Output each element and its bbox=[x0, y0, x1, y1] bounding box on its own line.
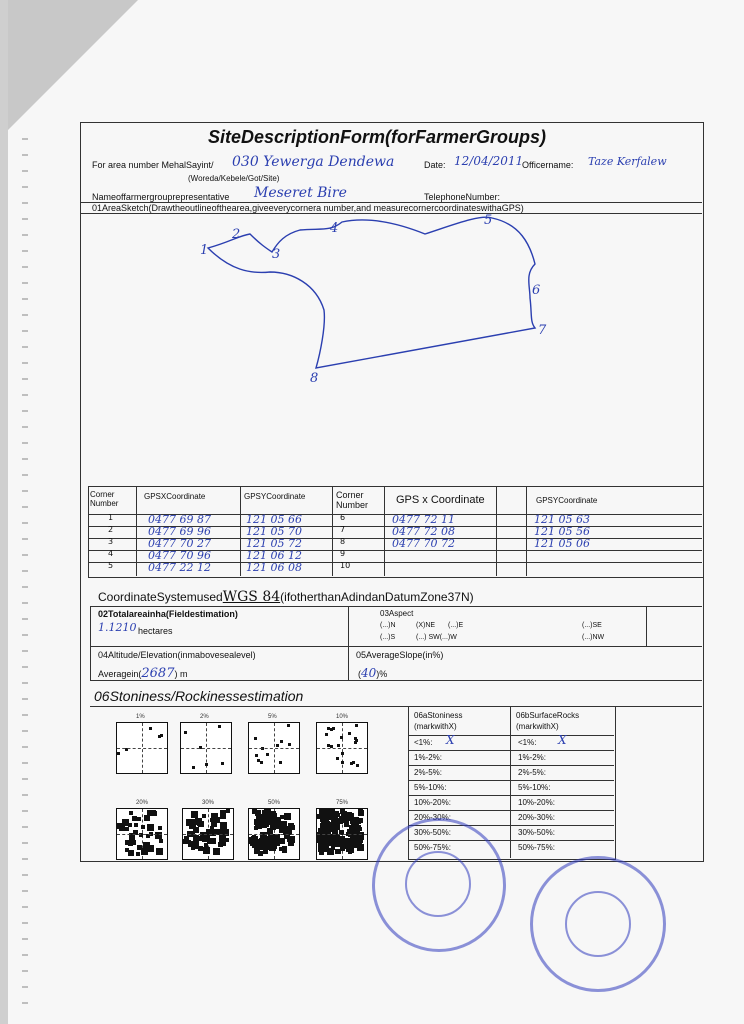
stone-mark bbox=[184, 731, 187, 734]
aspect-label: 03Aspect bbox=[380, 609, 414, 618]
stoniness-reference-grid bbox=[248, 722, 300, 774]
stone-mark bbox=[358, 809, 363, 814]
gps-col-divider bbox=[496, 486, 497, 576]
stone-mark bbox=[358, 832, 364, 838]
area-number-label: For area number MehalSayint/ bbox=[92, 160, 214, 170]
gps-cell-n: 5 bbox=[108, 561, 114, 570]
slope-prefix: ( bbox=[358, 669, 361, 679]
stone-mark bbox=[254, 737, 257, 740]
stone-mark bbox=[216, 829, 222, 835]
stone-mark bbox=[146, 834, 150, 838]
surface-rocks-class: 2%-5%: bbox=[518, 768, 547, 777]
stone-mark bbox=[327, 727, 330, 730]
surface-rocks-class: 10%-20%: bbox=[518, 798, 555, 807]
area-label: 02Totalareainha(Fieldestimation) bbox=[98, 609, 238, 619]
stone-mark bbox=[261, 836, 268, 843]
gps-cell-n2: 7 bbox=[340, 525, 346, 534]
stoniness-reference-grid bbox=[116, 808, 168, 860]
aspect-sw-w: (...) SW(...)W bbox=[416, 634, 457, 641]
stoniness-title: 06Stoniness/Rockinessestimation bbox=[94, 688, 304, 704]
form-sheet bbox=[8, 0, 744, 1024]
aspect-se: (...)SE bbox=[582, 622, 602, 629]
stone-mark bbox=[333, 811, 339, 817]
stone-mark bbox=[134, 823, 138, 827]
stone-mark bbox=[266, 753, 269, 756]
gps-header-x-2: GPS x Coordinate bbox=[396, 494, 485, 506]
stone-mark bbox=[355, 724, 358, 727]
stone-mark bbox=[254, 844, 260, 850]
area-sublabel: (Woreda/Kebele/Got/Site) bbox=[188, 174, 280, 183]
surface-rocks-class: 30%-50%: bbox=[518, 828, 555, 837]
stone-mark bbox=[218, 725, 221, 728]
stone-mark bbox=[328, 823, 333, 828]
stone-mark bbox=[357, 839, 362, 844]
stone-mark bbox=[284, 813, 291, 820]
stone-mark bbox=[282, 848, 287, 853]
stone-mark bbox=[192, 766, 195, 769]
gps-cell-x: 0477 69 87 bbox=[148, 513, 211, 526]
stone-mark bbox=[202, 814, 206, 818]
surface-rocks-mark-x: X bbox=[558, 733, 567, 747]
stone-mark bbox=[341, 761, 344, 764]
stone-mark bbox=[358, 827, 362, 831]
stone-mark bbox=[136, 852, 140, 856]
sketch-corner-4: 4 bbox=[330, 221, 339, 236]
divider bbox=[646, 606, 647, 646]
stone-mark bbox=[285, 827, 292, 834]
stone-mark bbox=[254, 826, 258, 830]
stone-mark bbox=[336, 757, 339, 760]
sketch-outline bbox=[208, 217, 535, 368]
stone-mark bbox=[198, 821, 204, 827]
stoniness-row-divider bbox=[408, 735, 614, 736]
gps-col-divider bbox=[240, 486, 241, 576]
altitude-label: 04Altitude/Elevation(inmabovesealevel) bbox=[98, 650, 256, 660]
gps-header-y-2: GPSYCoordinate bbox=[536, 496, 598, 505]
stoniness-grid-label: 10% bbox=[336, 714, 349, 720]
stoniness-col-b: 06bSurfaceRocks bbox=[516, 711, 580, 720]
stone-mark bbox=[191, 811, 198, 818]
altitude-line bbox=[98, 666, 187, 681]
stone-mark bbox=[205, 763, 208, 766]
divider bbox=[90, 606, 91, 680]
stoniness-mark-b: (markwithX) bbox=[516, 722, 559, 731]
stone-mark bbox=[288, 836, 295, 843]
sketch-label: 01AreaSketch(Drawtheoutlineofthearea,giveeverycornera number,and measurecornercoordinateswithaGPS) bbox=[92, 203, 524, 213]
stone-mark bbox=[184, 836, 189, 841]
stone-mark bbox=[280, 740, 283, 743]
gps-col-divider bbox=[136, 486, 137, 576]
stoniness-col-a: 06aStoniness bbox=[414, 711, 463, 720]
surface-rocks-class: 50%-75%: bbox=[518, 843, 555, 852]
stoniness-class: 10%-20%: bbox=[414, 798, 451, 807]
stoniness-reference-grid bbox=[316, 808, 368, 860]
stone-mark bbox=[117, 752, 120, 755]
stone-mark bbox=[267, 828, 273, 834]
stone-mark bbox=[323, 839, 330, 846]
stoniness-class: 5%-10%: bbox=[414, 783, 447, 792]
officer-value: Taze Kerfalew bbox=[588, 155, 667, 168]
perforation-edge bbox=[22, 130, 28, 1010]
stoniness-class: 1%-2%: bbox=[414, 753, 443, 762]
stone-mark bbox=[158, 735, 161, 738]
altitude-suffix: ) m bbox=[174, 669, 188, 679]
gps-cell-x2: 0477 72 11 bbox=[392, 513, 455, 526]
gps-cell-y: 121 05 70 bbox=[246, 525, 302, 538]
stone-mark bbox=[129, 833, 135, 839]
sketch-corner-2: 2 bbox=[232, 227, 241, 242]
stoniness-class: 2%-5%: bbox=[414, 768, 443, 777]
folded-corner bbox=[8, 0, 138, 130]
stone-mark bbox=[269, 842, 274, 847]
stone-mark bbox=[137, 817, 141, 821]
stoniness-reference-grid bbox=[180, 722, 232, 774]
area-sketch bbox=[80, 214, 702, 484]
divider bbox=[90, 606, 702, 607]
gps-cell-x: 0477 70 96 bbox=[148, 549, 211, 562]
stone-mark bbox=[151, 810, 156, 815]
stone-mark bbox=[198, 846, 203, 851]
gps-cell-x: 0477 69 96 bbox=[148, 525, 211, 538]
aspect-nw: (...)NW bbox=[582, 634, 605, 641]
rep-label: Nameoffarmergrouprepresentative bbox=[92, 192, 230, 202]
stone-mark bbox=[125, 840, 130, 845]
stone-mark bbox=[279, 761, 282, 764]
surface-rocks-class: 5%-10%: bbox=[518, 783, 551, 792]
stone-mark bbox=[350, 836, 357, 843]
stone-mark bbox=[337, 744, 340, 747]
stone-mark bbox=[347, 829, 352, 834]
stoniness-row-divider bbox=[408, 795, 614, 796]
stone-mark bbox=[287, 724, 290, 727]
stone-mark bbox=[219, 836, 226, 843]
stone-mark bbox=[339, 830, 344, 835]
stoniness-grid-label: 75% bbox=[336, 800, 349, 806]
stone-mark bbox=[147, 824, 154, 831]
gps-cell-x2: 0477 72 08 bbox=[392, 525, 455, 538]
stone-mark bbox=[340, 846, 345, 851]
stone-mark bbox=[188, 841, 194, 847]
gps-cell-y2: 121 05 63 bbox=[534, 513, 590, 526]
gps-cell-n2: 9 bbox=[340, 549, 346, 558]
stone-mark bbox=[330, 745, 333, 748]
stoniness-grid-label: 20% bbox=[136, 800, 149, 806]
stone-mark bbox=[321, 825, 325, 829]
gps-cell-x: 0477 70 27 bbox=[148, 537, 211, 550]
gps-cell-n: 1 bbox=[108, 513, 114, 522]
surface-rocks-class: <1%: bbox=[518, 738, 537, 747]
stone-mark bbox=[125, 827, 129, 831]
sketch-corner-6: 6 bbox=[532, 283, 541, 298]
stoniness-mark-x: X bbox=[446, 733, 455, 747]
stone-mark bbox=[276, 744, 279, 747]
stone-mark bbox=[341, 811, 347, 817]
stoniness-grid-label: 50% bbox=[268, 800, 281, 806]
divider bbox=[90, 646, 702, 647]
slope-value: 40 bbox=[361, 666, 377, 680]
stone-mark bbox=[261, 818, 265, 822]
gps-col-divider bbox=[332, 486, 333, 576]
stone-mark bbox=[357, 844, 364, 851]
stone-mark bbox=[220, 813, 226, 819]
stone-mark bbox=[209, 829, 216, 836]
area-value: 1.1210 bbox=[98, 621, 137, 634]
form-title: SiteDescriptionForm(forFarmerGroups) bbox=[208, 127, 547, 147]
stoniness-grid-label: 1% bbox=[136, 714, 145, 720]
stone-mark bbox=[340, 840, 346, 846]
stoniness-class: 30%-50%: bbox=[414, 828, 451, 837]
stone-mark bbox=[149, 727, 152, 730]
gps-cell-x: 0477 22 12 bbox=[148, 561, 211, 574]
date-value: 12/04/2011 bbox=[454, 154, 524, 168]
stamp-inner-ring bbox=[565, 891, 631, 957]
slope-label: 05AverageSlope(in%) bbox=[356, 650, 444, 660]
stone-mark bbox=[288, 743, 291, 746]
gps-col-divider bbox=[384, 486, 385, 576]
gps-header-corner-2: Corner Number bbox=[336, 490, 369, 510]
stone-mark bbox=[325, 733, 328, 736]
stone-mark bbox=[260, 761, 263, 764]
stone-mark bbox=[355, 739, 358, 742]
coord-system-prefix: CoordinateSystemused bbox=[98, 590, 223, 604]
date-label: Date: bbox=[424, 160, 446, 170]
gps-cell-n2: 6 bbox=[340, 513, 346, 522]
stone-mark bbox=[226, 809, 230, 813]
stoniness-mark-a: (markwithX) bbox=[414, 722, 457, 731]
stone-mark bbox=[358, 818, 363, 823]
officer-label: Officername: bbox=[522, 160, 574, 170]
stoniness-col-divider bbox=[510, 706, 511, 858]
slope-suffix: )% bbox=[376, 669, 388, 679]
official-stamp bbox=[372, 818, 506, 952]
sketch-corner-5: 5 bbox=[484, 214, 493, 228]
phone-label: TelephoneNumber: bbox=[424, 192, 501, 202]
stone-mark bbox=[199, 746, 202, 749]
stoniness-row-divider bbox=[408, 780, 614, 781]
stone-mark bbox=[255, 754, 258, 757]
stoniness-grid-label: 5% bbox=[268, 714, 277, 720]
aspect-s: (...)S bbox=[380, 634, 396, 641]
stone-mark bbox=[125, 748, 128, 751]
stone-mark bbox=[332, 727, 335, 730]
gps-cell-n: 4 bbox=[108, 549, 114, 558]
stoniness-grid-label: 2% bbox=[200, 714, 209, 720]
stone-mark bbox=[210, 818, 214, 822]
gps-cell-n: 3 bbox=[108, 537, 114, 546]
gps-cell-y2: 121 05 56 bbox=[534, 525, 590, 538]
stoniness-class: <1%: bbox=[414, 738, 433, 747]
stone-mark bbox=[269, 815, 276, 822]
stone-mark bbox=[122, 819, 129, 826]
gps-cell-n2: 8 bbox=[340, 537, 346, 546]
coord-system-value: WGS 84 bbox=[222, 589, 281, 605]
stoniness-reference-grid bbox=[248, 808, 300, 860]
rep-value: Meseret Bire bbox=[254, 185, 347, 201]
surface-rocks-class: 20%-30%: bbox=[518, 813, 555, 822]
altitude-prefix: Averagein( bbox=[98, 669, 142, 679]
aspect-ne: (X)NE bbox=[416, 622, 436, 629]
stone-mark bbox=[131, 840, 136, 845]
slope-line bbox=[358, 666, 387, 680]
aspect-e: (...)E bbox=[448, 622, 464, 629]
gps-cell-y: 121 06 08 bbox=[246, 561, 302, 574]
stone-mark bbox=[156, 848, 163, 855]
stone-mark bbox=[252, 809, 257, 814]
stoniness-class: 20%-30%: bbox=[414, 813, 451, 822]
stone-mark bbox=[318, 845, 325, 852]
stone-mark bbox=[330, 848, 334, 852]
gps-cell-n: 2 bbox=[108, 525, 114, 534]
stone-mark bbox=[220, 822, 227, 829]
sketch-corner-3: 3 bbox=[272, 247, 281, 262]
gps-cell-y: 121 05 66 bbox=[246, 513, 302, 526]
gps-header-corner: Corner Number bbox=[90, 490, 119, 508]
stone-mark bbox=[207, 839, 212, 844]
gps-cell-y: 121 05 72 bbox=[246, 537, 302, 550]
gps-header-x: GPSXCoordinate bbox=[144, 492, 206, 501]
stone-mark bbox=[261, 747, 264, 750]
stone-mark bbox=[337, 818, 343, 824]
stoniness-reference-grid bbox=[116, 722, 168, 774]
stamp-inner-ring bbox=[405, 851, 471, 917]
area-unit: hectares bbox=[138, 626, 173, 636]
coord-system bbox=[98, 589, 474, 605]
gps-header-y: GPSYCoordinate bbox=[244, 492, 306, 501]
stone-mark bbox=[356, 764, 359, 767]
official-stamp bbox=[530, 856, 666, 992]
stoniness-row-divider bbox=[408, 765, 614, 766]
gps-cell-x2: 0477 70 72 bbox=[392, 537, 455, 550]
stone-mark bbox=[324, 827, 331, 834]
stone-mark bbox=[340, 736, 343, 739]
stone-mark bbox=[159, 839, 163, 843]
stoniness-class: 50%-75%: bbox=[414, 843, 451, 852]
sketch-corner-1: 1 bbox=[200, 243, 209, 258]
surface-rocks-class: 1%-2%: bbox=[518, 753, 547, 762]
gps-cell-n2: 10 bbox=[340, 561, 351, 570]
stoniness-row-divider bbox=[408, 810, 614, 811]
gps-col-divider bbox=[526, 486, 527, 576]
aspect-n: (...)N bbox=[380, 622, 396, 629]
stone-mark bbox=[139, 833, 143, 837]
stone-mark bbox=[129, 811, 133, 815]
stone-mark bbox=[158, 826, 162, 830]
stone-mark bbox=[141, 848, 148, 855]
stone-mark bbox=[213, 848, 220, 855]
stone-mark bbox=[192, 819, 197, 824]
stoniness-reference-grid bbox=[316, 722, 368, 774]
sketch-corner-7: 7 bbox=[538, 323, 547, 338]
stone-mark bbox=[155, 832, 162, 839]
divider bbox=[348, 606, 349, 680]
stone-mark bbox=[317, 814, 322, 819]
stone-mark bbox=[265, 820, 270, 825]
altitude-value: 2687 bbox=[141, 666, 175, 681]
stone-mark bbox=[350, 762, 353, 765]
stone-mark bbox=[141, 825, 145, 829]
sketch-corner-8: 8 bbox=[310, 371, 319, 386]
stone-mark bbox=[203, 847, 210, 854]
stone-mark bbox=[221, 762, 224, 765]
stone-mark bbox=[348, 812, 352, 816]
area-number-value: 030 Yewerga Dendewa bbox=[232, 154, 395, 170]
stone-mark bbox=[125, 848, 129, 852]
gps-cell-y: 121 06 12 bbox=[246, 549, 302, 562]
stoniness-row-divider bbox=[408, 750, 614, 751]
gps-cell-y2: 121 05 06 bbox=[534, 537, 590, 550]
stone-mark bbox=[348, 732, 351, 735]
stoniness-reference-grid bbox=[182, 808, 234, 860]
coord-system-suffix: (ifotherthanAdindanDatumZone37N) bbox=[280, 590, 474, 604]
stoniness-grid-label: 30% bbox=[202, 800, 215, 806]
stone-mark bbox=[341, 752, 344, 755]
